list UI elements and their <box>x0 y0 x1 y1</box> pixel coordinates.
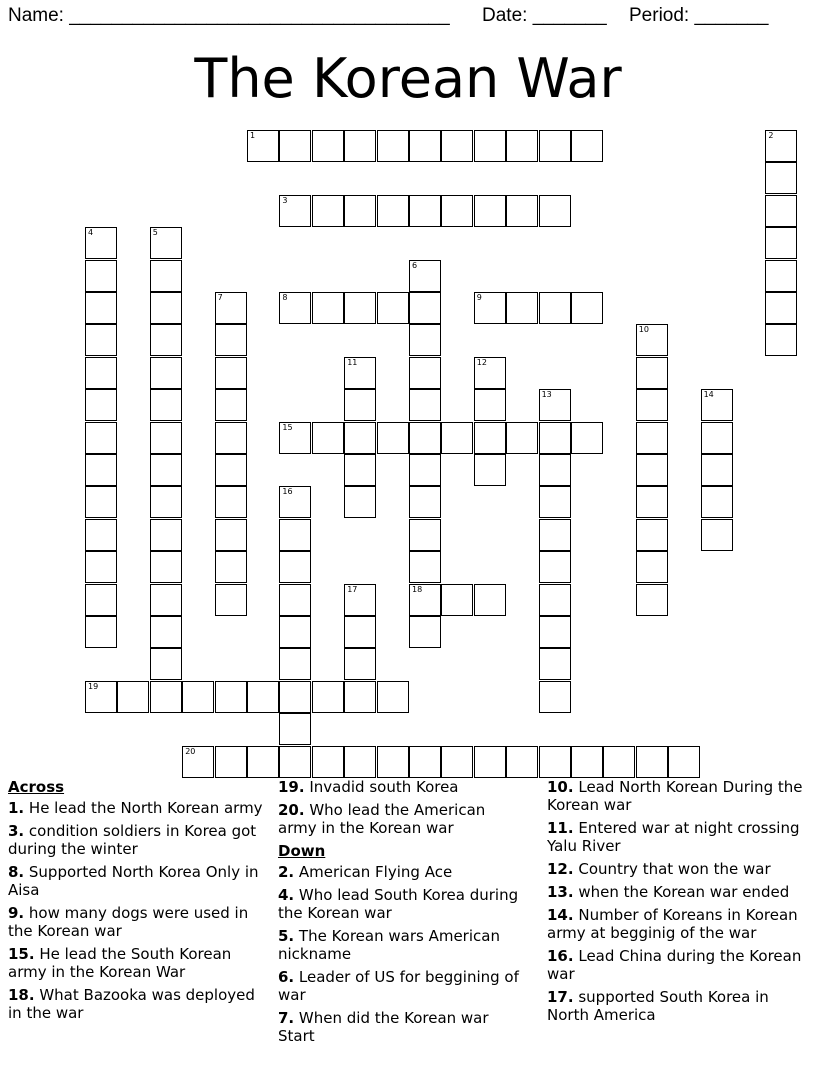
clue-down-2: 2. American Flying Ace <box>278 863 453 881</box>
grid-cell[interactable] <box>539 681 571 713</box>
grid-cell[interactable] <box>150 486 182 518</box>
clue-across-19: 19. Invadid south Korea <box>278 778 459 796</box>
grid-cell[interactable] <box>409 486 441 518</box>
grid-cell[interactable] <box>474 584 506 616</box>
grid-cell[interactable] <box>85 292 117 324</box>
clue-down-14: 14. Number of Koreans in Korean army at begginig of the war <box>547 906 798 942</box>
grid-cell[interactable] <box>150 519 182 551</box>
grid-cell[interactable] <box>701 422 733 454</box>
grid-cell[interactable] <box>765 130 797 162</box>
grid-cell[interactable] <box>636 746 668 778</box>
grid-cell[interactable] <box>571 292 603 324</box>
clue-across-20: 20. Who lead the American army in the Korean war <box>278 801 486 837</box>
grid-cell[interactable] <box>571 130 603 162</box>
clue-down-7: 7. When did the Korean war Start <box>278 1009 489 1045</box>
grid-cell[interactable] <box>636 486 668 518</box>
clue-down-17: 17. supported South Korea in North America <box>547 988 769 1024</box>
grid-cell[interactable] <box>344 648 376 680</box>
grid-cell[interactable] <box>117 681 149 713</box>
grid-cell[interactable] <box>474 195 506 227</box>
grid-cell[interactable] <box>377 746 409 778</box>
grid-cell[interactable] <box>150 616 182 648</box>
grid-cell[interactable] <box>85 357 117 389</box>
clue-number: 12 <box>476 357 487 367</box>
grid-cell[interactable] <box>247 130 279 162</box>
grid-cell[interactable] <box>474 292 506 324</box>
clue-down-11: 11. Entered war at night crossing Yalu River <box>547 819 800 855</box>
clue-across-1: 1. He lead the North Korean army <box>8 799 263 817</box>
grid-cell[interactable] <box>215 324 247 356</box>
grid-cell[interactable] <box>85 519 117 551</box>
grid-cell[interactable] <box>85 681 117 713</box>
clue-down-5: 5. The Korean wars American nickname <box>278 927 500 963</box>
clue-across-18: 18. What Bazooka was deployed in the war <box>8 986 255 1022</box>
clue-number: 18 <box>412 584 423 594</box>
date-field[interactable]: Date: _______ <box>482 5 607 26</box>
grid-cell[interactable] <box>636 519 668 551</box>
grid-cell[interactable] <box>377 422 409 454</box>
grid-cell[interactable] <box>539 746 571 778</box>
grid-cell[interactable] <box>377 130 409 162</box>
grid-cell[interactable] <box>344 616 376 648</box>
grid-cell[interactable] <box>215 746 247 778</box>
grid-cell[interactable] <box>441 422 473 454</box>
grid-cell[interactable] <box>539 616 571 648</box>
clue-across-15: 15. He lead the South Korean army in the Korean War <box>8 945 232 981</box>
clue-number: 16 <box>282 487 293 497</box>
clue-number: 20 <box>185 746 196 756</box>
grid-cell[interactable] <box>441 584 473 616</box>
grid-cell[interactable] <box>150 227 182 259</box>
grid-cell[interactable] <box>765 260 797 292</box>
grid-cell[interactable] <box>571 422 603 454</box>
grid-cell[interactable] <box>279 648 311 680</box>
clue-number: 8 <box>282 293 288 302</box>
grid-cell[interactable] <box>150 422 182 454</box>
grid-cell[interactable] <box>409 195 441 227</box>
clue-number: 13 <box>541 390 552 400</box>
grid-cell[interactable] <box>344 292 376 324</box>
grid-cell[interactable] <box>636 389 668 421</box>
grid-cell[interactable] <box>701 454 733 486</box>
grid-cell[interactable] <box>85 551 117 583</box>
grid-cell[interactable] <box>765 162 797 194</box>
grid-cell[interactable] <box>409 357 441 389</box>
grid-cell[interactable] <box>765 227 797 259</box>
clues-column-3 <box>547 778 809 1029</box>
grid-cell[interactable] <box>150 324 182 356</box>
grid-cell[interactable] <box>344 584 376 616</box>
grid-cell[interactable] <box>344 681 376 713</box>
grid-cell[interactable] <box>279 486 311 518</box>
period-field[interactable]: Period: _______ <box>629 5 769 26</box>
grid-cell[interactable] <box>279 713 311 745</box>
grid-cell[interactable] <box>603 746 635 778</box>
grid-cell[interactable] <box>150 454 182 486</box>
grid-cell[interactable] <box>409 292 441 324</box>
grid-cell[interactable] <box>344 130 376 162</box>
grid-cell[interactable] <box>344 357 376 389</box>
grid-cell[interactable] <box>150 551 182 583</box>
grid-cell[interactable] <box>279 551 311 583</box>
grid-cell[interactable] <box>506 746 538 778</box>
grid-cell[interactable] <box>279 292 311 324</box>
grid-cell[interactable] <box>150 389 182 421</box>
grid-cell[interactable] <box>539 486 571 518</box>
grid-cell[interactable] <box>182 746 214 778</box>
clue-down-6: 6. Leader of US for beggining of war <box>278 968 519 1004</box>
grid-cell[interactable] <box>150 260 182 292</box>
grid-cell[interactable] <box>409 746 441 778</box>
grid-cell[interactable] <box>668 746 700 778</box>
grid-cell[interactable] <box>506 195 538 227</box>
clues-column-2 <box>278 778 528 1050</box>
grid-cell[interactable] <box>539 584 571 616</box>
grid-cell[interactable] <box>215 551 247 583</box>
grid-cell[interactable] <box>474 422 506 454</box>
grid-cell[interactable] <box>215 486 247 518</box>
grid-cell[interactable] <box>344 422 376 454</box>
grid-cell[interactable] <box>279 584 311 616</box>
grid-cell[interactable] <box>344 746 376 778</box>
grid-cell[interactable] <box>150 648 182 680</box>
grid-cell[interactable] <box>150 584 182 616</box>
grid-cell[interactable] <box>636 551 668 583</box>
grid-cell[interactable] <box>215 681 247 713</box>
clue-number: 4 <box>88 228 94 238</box>
grid-cell[interactable] <box>279 130 311 162</box>
clue-number: 14 <box>703 390 714 400</box>
clues-column-1 <box>8 778 270 1027</box>
grid-cell[interactable] <box>215 292 247 324</box>
clue-number: 17 <box>347 584 358 594</box>
grid-cell[interactable] <box>150 292 182 324</box>
grid-cell[interactable] <box>182 681 214 713</box>
grid-cell[interactable] <box>215 519 247 551</box>
grid-cell[interactable] <box>85 616 117 648</box>
grid-cell[interactable] <box>247 681 279 713</box>
clue-number: 10 <box>638 325 649 335</box>
clue-number: 11 <box>347 357 358 367</box>
across-heading: Across <box>8 778 65 796</box>
grid-cell[interactable] <box>409 130 441 162</box>
grid-cell[interactable] <box>377 681 409 713</box>
clue-number: 5 <box>152 228 158 238</box>
grid-cell[interactable] <box>344 195 376 227</box>
grid-cell[interactable] <box>279 681 311 713</box>
grid-cell[interactable] <box>279 422 311 454</box>
grid-cell[interactable] <box>701 486 733 518</box>
grid-cell[interactable] <box>312 746 344 778</box>
grid-cell[interactable] <box>441 746 473 778</box>
grid-cell[interactable] <box>539 195 571 227</box>
clue-down-4: 4. Who lead South Korea during the Korean war <box>278 886 519 922</box>
grid-cell[interactable] <box>539 551 571 583</box>
grid-cell[interactable] <box>85 422 117 454</box>
page-title: The Korean War <box>194 47 622 110</box>
grid-cell[interactable] <box>377 292 409 324</box>
grid-cell[interactable] <box>474 357 506 389</box>
grid-cell[interactable] <box>506 422 538 454</box>
grid-cell[interactable] <box>279 746 311 778</box>
name-field[interactable]: Name: ____________________________________ <box>8 5 450 26</box>
clue-number: 15 <box>282 422 293 432</box>
grid-cell[interactable] <box>215 357 247 389</box>
grid-cell[interactable] <box>85 227 117 259</box>
clue-number: 7 <box>217 293 223 302</box>
grid-cell[interactable] <box>636 422 668 454</box>
grid-cell[interactable] <box>539 292 571 324</box>
clue-across-3: 3. condition soldiers in Korea got during the winter <box>8 822 257 858</box>
grid-cell[interactable] <box>765 195 797 227</box>
grid-cell[interactable] <box>539 454 571 486</box>
grid-cell[interactable] <box>539 422 571 454</box>
grid-cell[interactable] <box>409 389 441 421</box>
grid-cell[interactable] <box>701 519 733 551</box>
clue-down-12: 12. Country that won the war <box>547 860 771 878</box>
grid-cell[interactable] <box>409 519 441 551</box>
grid-cell[interactable] <box>247 746 279 778</box>
clue-down-13: 13. when the Korean war ended <box>547 883 790 901</box>
grid-cell[interactable] <box>506 130 538 162</box>
clue-across-9: 9. how many dogs were used in the Korean war <box>8 904 249 940</box>
grid-cell[interactable] <box>409 260 441 292</box>
grid-cell[interactable] <box>312 130 344 162</box>
grid-cell[interactable] <box>312 422 344 454</box>
clue-across-8: 8. Supported North Korea Only in Aisa <box>8 863 259 899</box>
grid-cell[interactable] <box>312 292 344 324</box>
grid-cell[interactable] <box>85 486 117 518</box>
grid-cell[interactable] <box>539 389 571 421</box>
grid-cell[interactable] <box>85 324 117 356</box>
grid-cell[interactable] <box>409 422 441 454</box>
grid-cell[interactable] <box>765 292 797 324</box>
grid-cell[interactable] <box>539 519 571 551</box>
grid-cell[interactable] <box>85 584 117 616</box>
clue-number: 9 <box>476 293 482 302</box>
grid-cell[interactable] <box>636 454 668 486</box>
grid-cell[interactable] <box>312 195 344 227</box>
grid-cell[interactable] <box>636 584 668 616</box>
grid-cell[interactable] <box>474 746 506 778</box>
grid-cell[interactable] <box>215 422 247 454</box>
grid-cell[interactable] <box>150 681 182 713</box>
clue-number: 2 <box>768 131 774 140</box>
grid-cell[interactable] <box>279 195 311 227</box>
grid-cell[interactable] <box>409 584 441 616</box>
grid-cell[interactable] <box>344 389 376 421</box>
clue-down-10: 10. Lead North Korean During the Korean war <box>547 778 803 814</box>
grid-cell[interactable] <box>150 357 182 389</box>
grid-cell[interactable] <box>279 519 311 551</box>
grid-cell[interactable] <box>409 616 441 648</box>
grid-cell[interactable] <box>409 454 441 486</box>
grid-cell[interactable] <box>571 746 603 778</box>
grid-cell[interactable] <box>215 454 247 486</box>
grid-cell[interactable] <box>765 324 797 356</box>
grid-cell[interactable] <box>344 486 376 518</box>
grid-cell[interactable] <box>636 357 668 389</box>
grid-cell[interactable] <box>279 616 311 648</box>
down-heading: Down <box>278 842 326 860</box>
grid-cell[interactable] <box>215 584 247 616</box>
grid-cell[interactable] <box>441 195 473 227</box>
grid-cell[interactable] <box>344 454 376 486</box>
grid-cell[interactable] <box>409 324 441 356</box>
grid-cell[interactable] <box>701 389 733 421</box>
clue-number: 6 <box>412 260 418 270</box>
grid-cell[interactable] <box>312 681 344 713</box>
clue-number: 19 <box>88 681 99 691</box>
grid-cell[interactable] <box>506 292 538 324</box>
grid-cell[interactable] <box>85 260 117 292</box>
clue-down-16: 16. Lead China during the Korean war <box>547 947 802 983</box>
grid-cell[interactable] <box>474 389 506 421</box>
grid-cell[interactable] <box>215 389 247 421</box>
grid-cell[interactable] <box>636 324 668 356</box>
grid-cell[interactable] <box>539 648 571 680</box>
clue-number: 1 <box>250 131 256 140</box>
grid-cell[interactable] <box>409 551 441 583</box>
grid-cell[interactable] <box>441 130 473 162</box>
grid-cell[interactable] <box>474 130 506 162</box>
grid-cell[interactable] <box>539 130 571 162</box>
grid-cell[interactable] <box>85 389 117 421</box>
grid-cell[interactable] <box>474 454 506 486</box>
grid-cell[interactable] <box>85 454 117 486</box>
clue-number: 3 <box>282 195 288 205</box>
grid-cell[interactable] <box>377 195 409 227</box>
